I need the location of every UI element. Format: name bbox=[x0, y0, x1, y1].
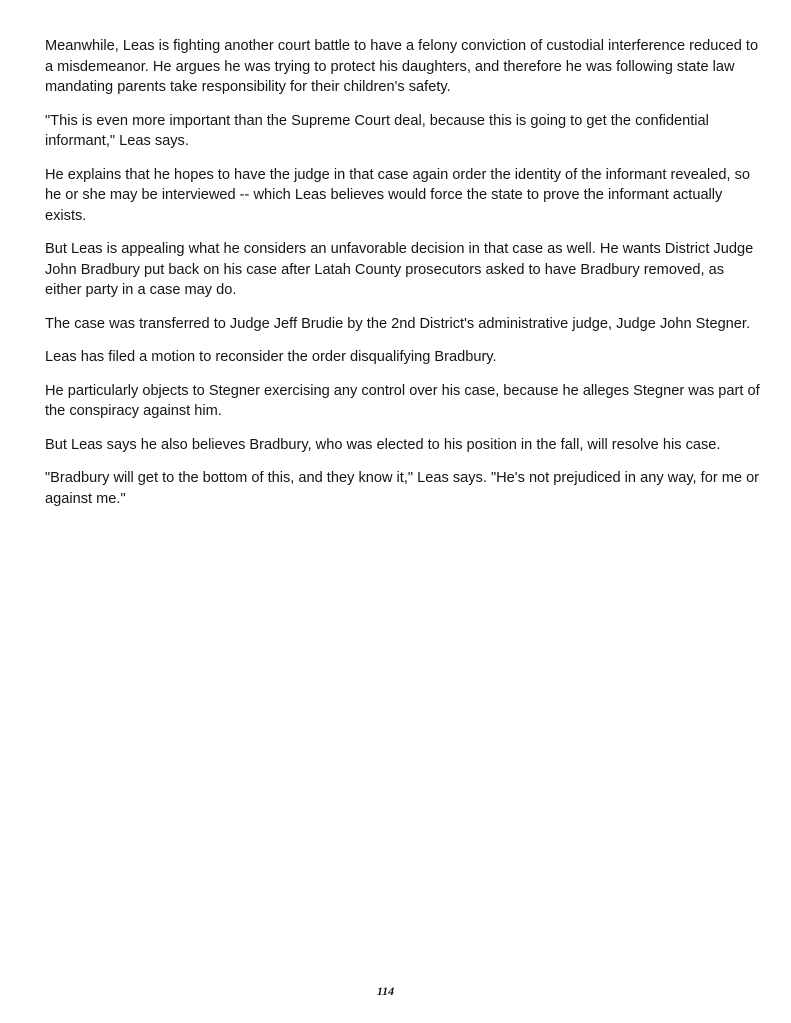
paragraph-6: Leas has filed a motion to reconsider the order disqualifying Bradbury. bbox=[45, 349, 497, 365]
paragraph-3: He explains that he hopes to have the judge in that case again order the identity of the informant revealed, so he or she may be interviewed -- which Leas believes would force the state to prove the informant actually exists. bbox=[45, 166, 751, 224]
paragraph-2: "This is even more important than the Supreme Court deal, because this is going to get the confidential informant," Leas says. bbox=[45, 112, 709, 149]
paragraph-5: The case was transferred to Judge Jeff Brudie by the 2nd District's administrative judge, Judge John Stegner. bbox=[45, 315, 751, 332]
page-number: 114 bbox=[376, 984, 395, 998]
paragraph-9: "Bradbury will get to the bottom of this, and they know it," Leas says. "He's not prejudiced in any way, for me or against me." bbox=[45, 470, 760, 507]
paragraph-4: But Leas is appealing what he considers an unfavorable decision in that case as well. He wants District Judge John Bradbury put back on his case after Latah County prosecutors asked to have Bradbury removed, as either party in a case may do. bbox=[45, 241, 754, 298]
article-body bbox=[45, 36, 760, 522]
paragraph-7: He particularly objects to Stegner exercising any control over his case, because he alleges Stegner was part of the conspiracy against him. bbox=[45, 382, 760, 419]
paragraph-1: Meanwhile, Leas is fighting another court battle to have a felony conviction of custodial interference reduced to a misdemeanor. He argues he was trying to protect his daughters, and therefore he was following state law mandating parents take responsibility for their children's safety. bbox=[45, 38, 759, 95]
paragraph-8: But Leas says he also believes Bradbury, who was elected to his position in the fall, will resolve his case. bbox=[45, 436, 721, 453]
